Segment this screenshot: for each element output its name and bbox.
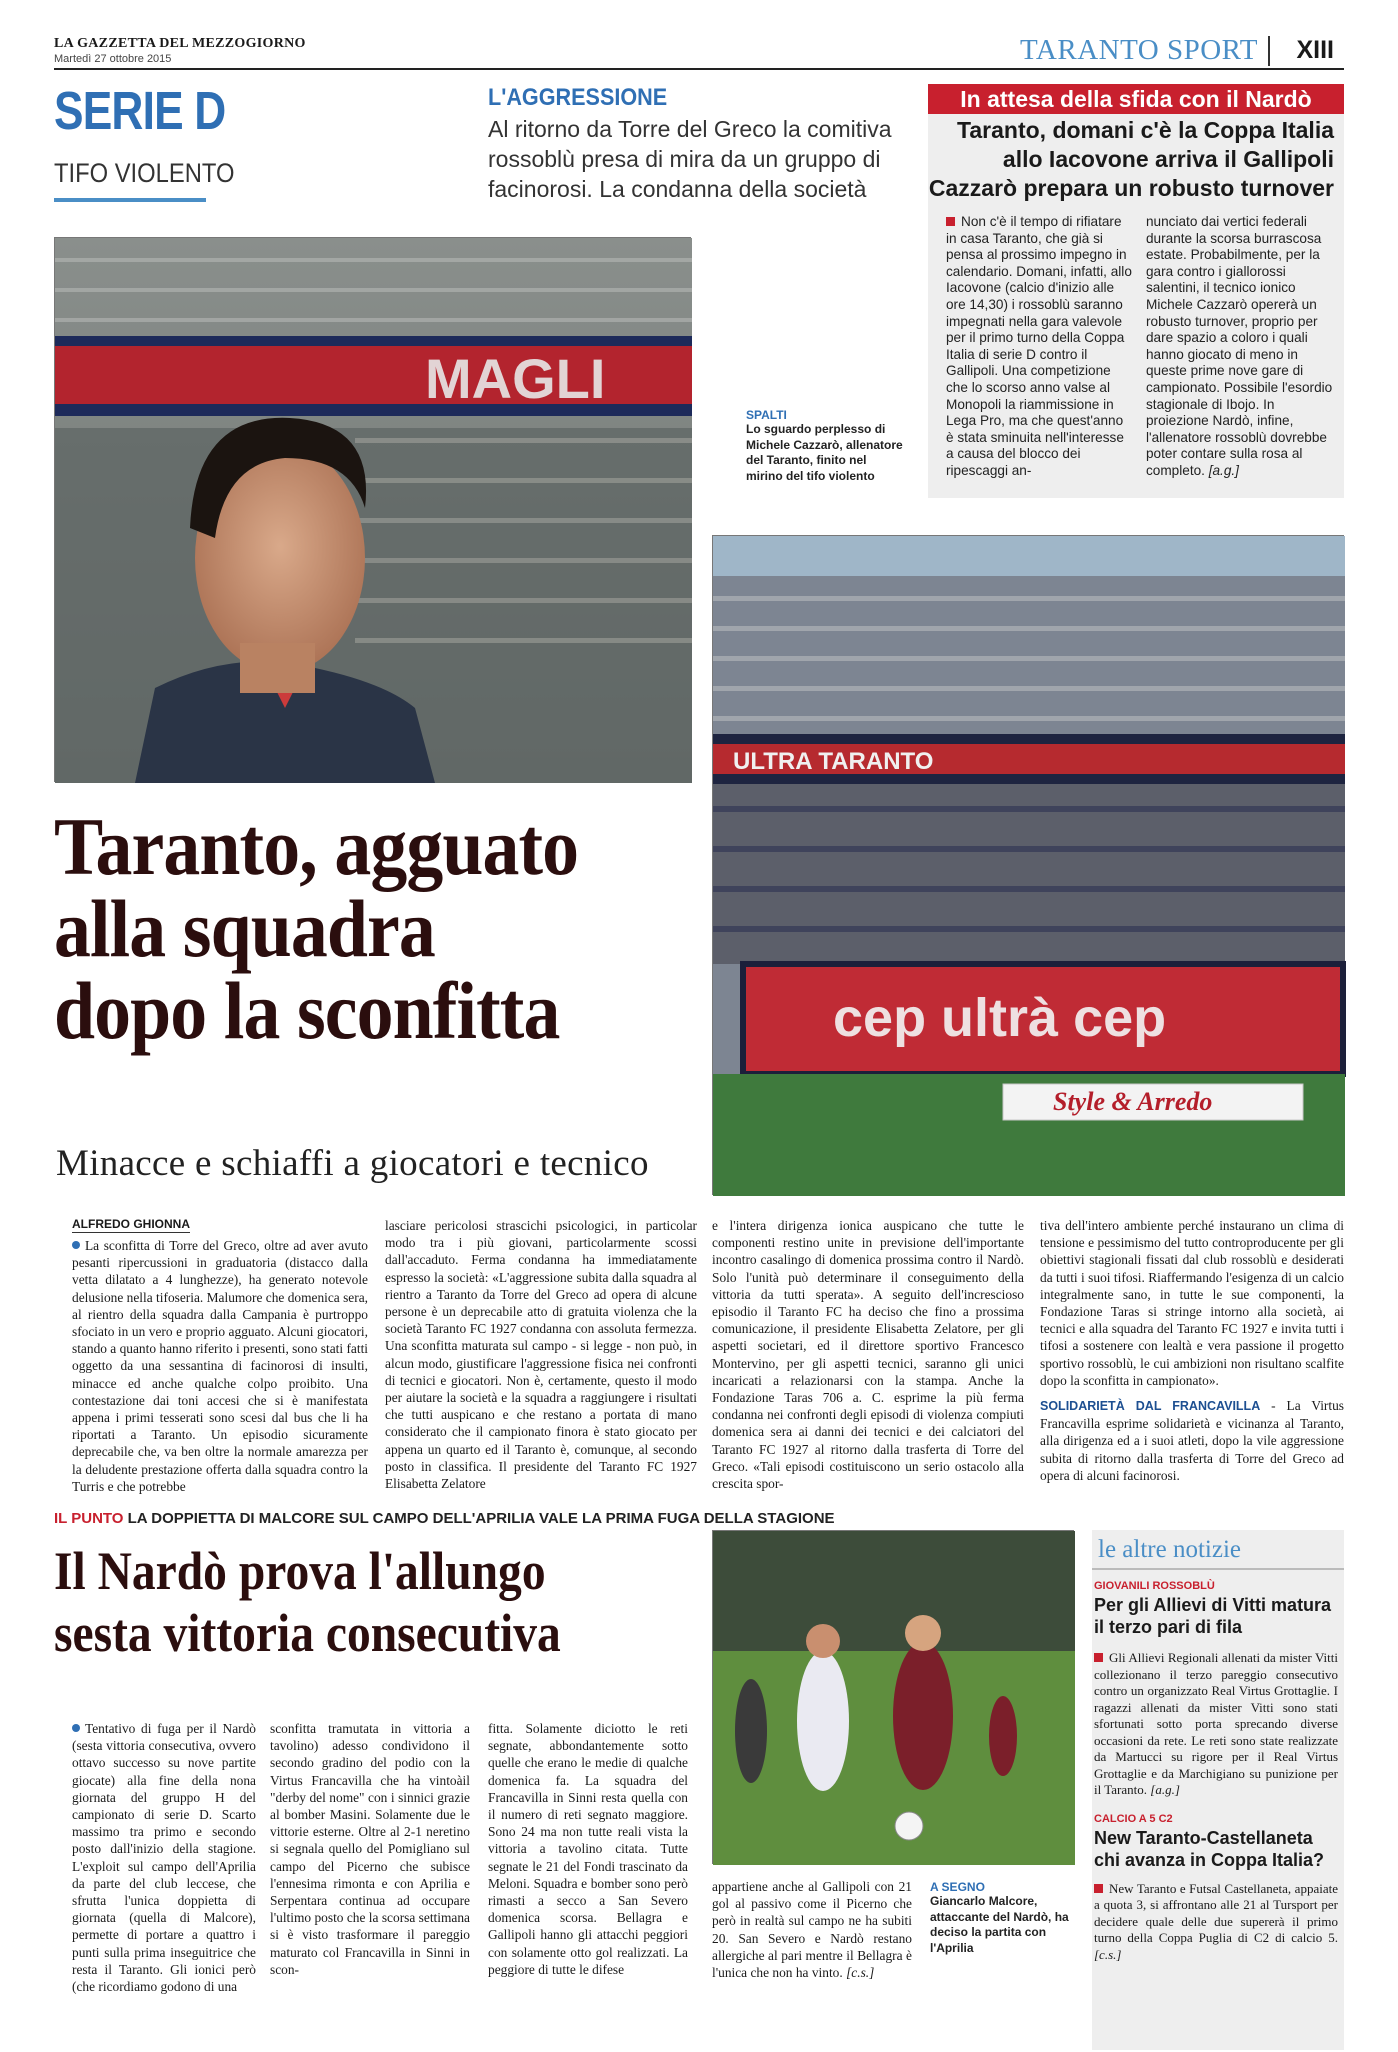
coppa-text-1: Non c'è il tempo di rifiatare in casa Taranto, che già si pensa al prossimo impegno in calendario. Domani, infatti, allo Iacovone (calcio d'inizio alle ore 14,30) i rossoblù saranno impegnati nella gara valevole per il primo turno della Coppa Italia di serie D contro il Gallipoli. Una competizione che lo scorso anno valse al Monopoli la riammissione in Lega Pro, ma che quest'anno è stata sminuita nell'interesse a causa del blocco dei ripescaggi an- <box>946 214 1132 478</box>
bullet-dot-icon <box>72 1724 80 1732</box>
coppa-title-line-2: allo Iacovone arriva il Gallipoli <box>1002 146 1334 172</box>
headline-line-3: dopo la sconfitta <box>54 965 560 1056</box>
article-text-4: tiva dell'intero ambiente perché instaurano un clima di tensione e pessimismo del tutto controproducente per gli obiettivi stagionali fissati dal club rossoblù e desiderati da tutti i suoi tifosi. Riaffermando l'esigenza di un calcio integralmente sano, in tutte le sue componenti, la Fondazione Taras si stringe intorno alla società, ai tecnici e alla squadra del Taranto FC 1927 e invita tutti i tifosi a sostenere con lealtà e vera passione il progetto sportivo rossoblù, le cui ambizioni non risultano scalfite dopo la sconfitta in campionato». <box>1040 1218 1344 1388</box>
section-kicker: SERIE D <box>54 81 226 141</box>
svg-text:MAGLI: MAGLI <box>425 347 606 410</box>
nardo-title-1: Il Nardò prova l'allungo <box>54 1541 546 1601</box>
nardo-col-1 <box>72 1720 256 2050</box>
byline: ALFREDO GHIONNA <box>72 1217 190 1231</box>
coppa-signature: [a.g.] <box>1208 462 1239 478</box>
kicker-rule <box>54 198 206 202</box>
news1-text <box>1094 1650 1338 1799</box>
punto-bar <box>54 1510 835 1527</box>
coppa-overline: In attesa della sfida con il Nardò <box>928 84 1344 114</box>
article-col-1 <box>72 1237 368 1497</box>
solidarity-text: - La Virtus Francavilla esprime solidarietà e vicinanza al Taranto, alla dirigenza ed a i suoi atleti, dopo la vile aggressione subita di ritorno dalla trasferta di Torre del Greco ad opera di alcuni facinorosi. <box>1040 1398 1344 1483</box>
coppa-box <box>928 84 1344 498</box>
nardo-text-2: sconfitta tramutata in vittoria a tavolino) adesso condividono il secondo gradino del podio con la Virtus Francavilla che ha vintoàil "derby del nome" con i sinnici grazie al bomber Masini. Solamente due le vittorie esterne. Oltre al 2-1 neretino si segnala quello del Pomigliano sul campo del Picerno che subisce l'ennesima rimonta e con Aprilia e Serpentara continua ad occupare l'ultimo posto che la scorsa settimana si è visto trasformare il pareggio maturato col Francavilla in Sinni in scon- <box>270 1721 470 1977</box>
solidarity-label: SOLIDARIETÀ DAL FRANCAVILLA <box>1040 1399 1261 1414</box>
other-news-header: le altre notizie <box>1092 1530 1344 1570</box>
other-news <box>1092 1530 1344 2050</box>
nardo-col-4 <box>712 1878 912 2048</box>
nardo-col-2 <box>270 1720 470 2050</box>
nardo-signature: [c.s.] <box>846 1965 875 1981</box>
news2-body: New Taranto e Futsal Castellaneta, appaiate a quota 3, si affrontano alle 21 al Tursport per decidere quale delle due supererà il primo turno della Coppa Puglia di C2 di calcio 5. <box>1094 1880 1338 1945</box>
nardo-headline <box>54 1540 626 1664</box>
newspaper-name: LA GAZZETTA DEL MEZZOGIORNO <box>54 36 306 51</box>
issue-date: Martedì 27 ottobre 2015 <box>54 53 172 65</box>
news1-kicker: GIOVANILI ROSSOBLÙ <box>1094 1580 1215 1592</box>
news2-title: New Taranto-Castellaneta chi avanza in Coppa Italia? <box>1094 1827 1325 1870</box>
aggression-summary: Al ritorno da Torre del Greco la comitiva rossoblù presa di mira da un gruppo di facinorosi. La condanna della società <box>488 116 892 202</box>
coppa-title-line-3: Cazzarò prepara un robusto turnover <box>928 175 1334 201</box>
bullet-square-icon <box>1094 1884 1103 1893</box>
bullet-square-icon <box>946 217 955 226</box>
match-photo <box>712 1530 1074 1864</box>
photo-caption: Lo sguardo perplesso di Michele Cazzarò, allenatore del Taranto, finito nel mirino del tifo violento <box>746 422 903 483</box>
nardo-col-3 <box>488 1720 688 2050</box>
page-number: XIII <box>1296 36 1334 64</box>
punto-label: IL PUNTO <box>54 1510 124 1527</box>
section-title: TARANTO SPORT <box>1020 34 1258 66</box>
section-subkicker: TIFO VIOLENTO <box>54 158 235 188</box>
headline-line-2: alla squadra <box>54 883 435 974</box>
solidarity-box <box>1040 1397 1344 1484</box>
sponsor-board: Style & Arredo <box>1053 1087 1213 1116</box>
news2-text <box>1094 1881 1338 1964</box>
nardo-text-3: fitta. Solamente diciotto le reti segnate, abbondantemente sotto quelle che erano le medie di qualche domenica fa. La squadra del Francavilla in Sinni resta quella con il numero di reti segnato maggiore. Sono 24 ma non tutte reali vista la vittoria a tavolino citata. Tutte segnate le 21 del Fondi trascinato da Meloni. Squadra e bomber sono però rimasti a secco a San Severo domenica scorsa. Bellagra e Gallipoli hanno gli attacchi peggiori con solamente otto gol realizzati. La peggiore di tutte le difese <box>488 1721 688 1977</box>
news1-signature: [a.g.] <box>1150 1782 1180 1797</box>
coppa-title <box>928 114 1344 203</box>
punto-text: LA DOPPIETTA DI MALCORE SUL CAMPO DELL'APRILIA VALE LA PRIMA FUGA DELLA STAGIONE <box>127 1510 835 1527</box>
coppa-col-2 <box>1146 214 1334 480</box>
article-col-4 <box>1040 1217 1344 1497</box>
article-text-3: e l'intera dirigenza ionica auspicano che tutte le componenti restino unite in previsione dell'importante incontro casalingo di domenica prossima contro il Nardò. Solo l'unità può determinare il conseguimento della vittoria da tutti sperata». A seguito dell'increscioso episodio il Taranto FC ha deciso che fino a prossima comunicazione, il presidente Elisabetta Zelatore, per gli aspetti societari, ed il direttore sportivo Francesco Montervino, per gli aspetti tecnici, saranno gli unici incaricati a relazionarsi con la stampa. Anche la Fondazione Taras 706 a. C. esprime la più ferma condanna nei confronti degli episodi di violenza compiuti domenica sera ai danni dei tecnici e dei calciatori del Taranto FC 1927 al ritorno dalla trasferta di Torre del Greco. «Tali episodi costituiscono un serio ostacolo alla crescita spor- <box>712 1218 1024 1492</box>
match-caption-label: A SEGNO <box>930 1880 985 1894</box>
match-caption: Giancarlo Malcore, attaccante del Nardò, ha deciso la partita con l'Aprilia <box>930 1894 1069 1955</box>
nardo-text-4: appartiene anche al Gallipoli con 21 gol al passivo come il Picerno che però in realtà sul campo ne ha subiti 20. San Severo e Nardò restano allergiche al pari mentre il Bellagra è l'unica che non ha vinto. <box>712 1879 912 1981</box>
news1-body: Gli Allievi Regionali allenati da mister Vitti collezionano il terzo pareggio consecutivo contro un organizzato Real Virtus Grottaglie. I ragazzi allenati da mister Vitti sono stati sfortunati sotto porta sprecando diverse occasioni da rete. Le reti sono state realizzate da Martucci su rigore per il Real Virtus Grottaglie e da Marchigiano su punizione per il Taranto. <box>1094 1650 1338 1797</box>
news1-title: Per gli Allievi di Vitti matura il terzo pari di fila <box>1094 1595 1332 1637</box>
article-text-1: La sconfitta di Torre del Greco, oltre ad aver avuto pesanti ripercussioni in graduatoria (distacco dalla vetta dilatato a 4 lunghezze), ha generato notevole delusione nella tifoseria. Malumore che domenica sera, al rientro della squadra dalla Campania è purtroppo sfociato in un vero e proprio agguato. Alcuni giocatori, stando a quanto hanno riferito i presenti, sono stati fatti oggetto da una sessantina di facinorosi di insulti, minacce ed anche qualche colpo proibito. Una contestazione dai toni accesi che si è manifestata appena i primi tesserati sono scesi dal bus che li ha riportati a Taranto. Un episodio sicuramente deprecabile che, va ben oltre la normale amarezza per la deludente prestazione offerta dalla squadra contro la Turris e che potrebbe <box>72 1238 369 1494</box>
aggression-label: L'AGGRESSIONE <box>488 84 668 111</box>
coppa-title-line-1: Taranto, domani c'è la Coppa Italia <box>957 117 1334 143</box>
coach-photo <box>54 237 691 782</box>
stadium-banner-2: cep ultrà cep <box>833 988 1167 1048</box>
article-col-2 <box>385 1217 697 1497</box>
headline-line-1: Taranto, agguato <box>54 801 579 892</box>
article-text-2: lasciare pericolosi strascichi psicologici, in particolar modo tra i più giovani, particolarmente scossi dall'accaduto. Ferma condanna ha immediatamente espresso la società: «L'aggressione subita dalla squadra al rientro a Taranto da Torre del Greco ad opera di alcune persone è un deprecabile atto di gratuita violenza che la società Taranto FC 1927 condanna con assoluta fermezza. Una sconfitta maturata sul campo - si legge - non può, in alcun modo, giustificare l'aggressione fisica nei confronti di tecnici e giocatori. Non è, certamente, questo il modo per aiutare la società e la squadra a raggiungere i risultati che tutti auspicano e che restano a portata di mano considerato che il campionato finora è stato giocato per appena un quarto ed il Taranto è, comunque, al secondo posto in classifica. Il presidente del Taranto FC 1927 Elisabetta Zelatore <box>385 1218 697 1492</box>
main-headline <box>54 801 639 1056</box>
stadium-photo <box>712 535 1344 1195</box>
subheadline: Minacce e schiaffi a giocatori e tecnico <box>56 1143 649 1184</box>
news2-kicker: CALCIO A 5 C2 <box>1094 1812 1173 1825</box>
coppa-text-2: nunciato dai vertici federali durante la scorsa burrascosa estate. Probabilmente, per la gara contro i giallorossi salentini, il tecnico ionico Michele Cazzarò opererà un robusto turnover, proprio per dare spazio a coloro i quali hanno giocato di meno in queste prime nove gare di campionato. Possibile l'esordio stagionale di Ibojo. In proiezione Nardò, infine, l'allenatore rossoblù dovrebbe poter contare sulla rosa al completo. <box>1146 214 1333 478</box>
nardo-text-1: Tentativo di fuga per il Nardò (sesta vittoria consecutiva, ovvero ottavo successo su nove partite giocate) alla fine della nona giornata del gruppo H del campionato di serie D. Scarto massimo tra primo e secondo posto dall'inizio della stagione. L'exploit sul campo dell'Aprilia da parte del club leccese, che sfrutta l'unica doppietta di giornata (quella di Malcore), permette di portare a quattro i punti sulla prima inseguitrice che resta il Taranto. Gli ionici però (che ricordiamo godono di una <box>72 1721 256 1995</box>
bullet-square-icon <box>1094 1653 1103 1662</box>
article-col-3 <box>712 1217 1024 1497</box>
masthead <box>54 34 1344 70</box>
stadium-banner-1: ULTRA TARANTO <box>733 748 934 775</box>
bullet-dot-icon <box>72 1241 80 1249</box>
photo-caption-label: SPALTI <box>746 408 787 422</box>
nardo-title-2: sesta vittoria consecutiva <box>54 1603 561 1663</box>
news2-signature: [c.s.] <box>1094 1946 1122 1962</box>
section-divider <box>1268 36 1270 66</box>
coppa-col-1 <box>946 214 1134 480</box>
